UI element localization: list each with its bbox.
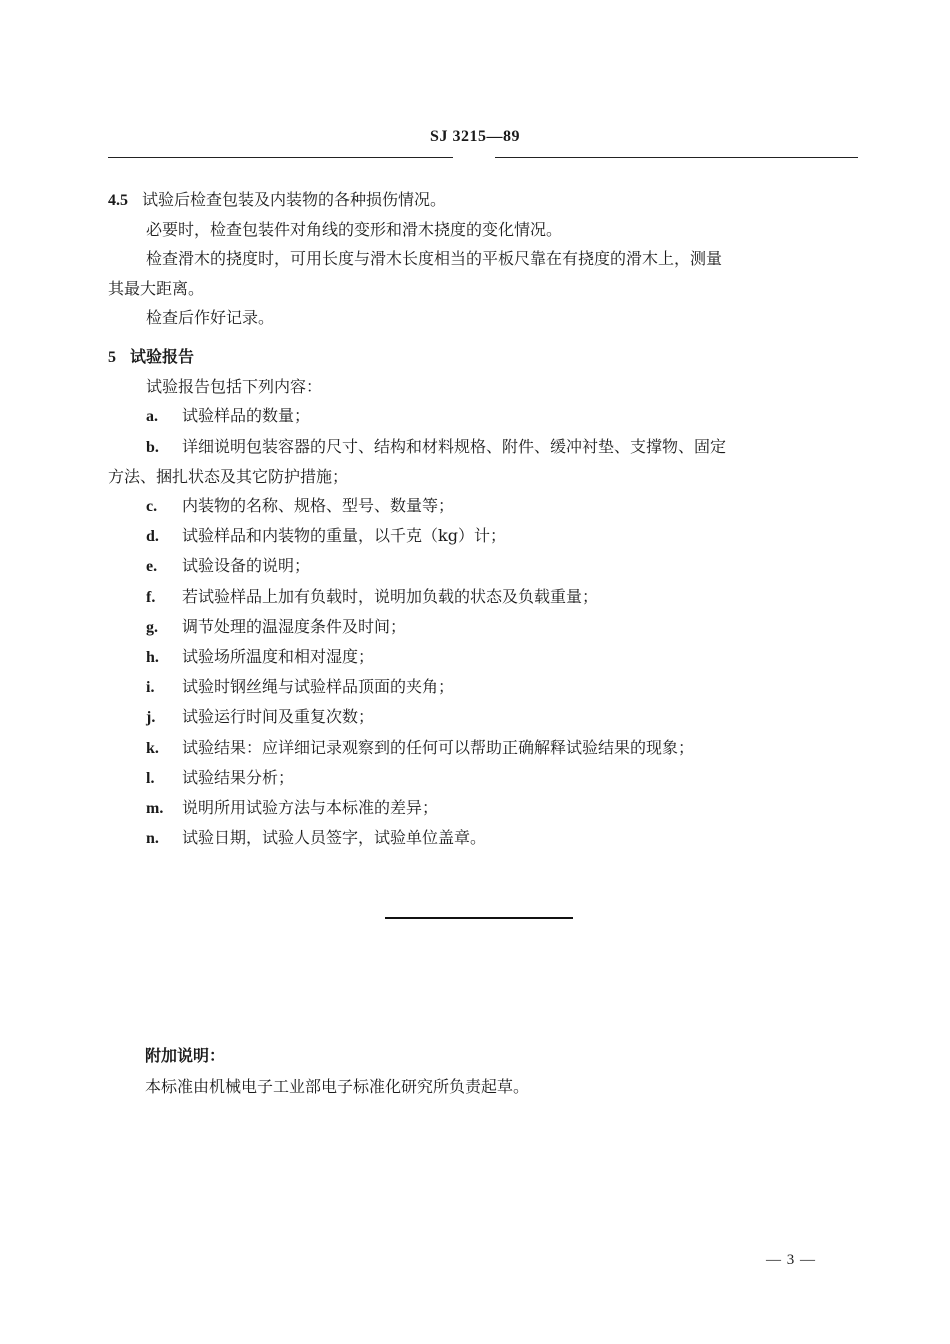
list-item-label: g. [146, 618, 158, 636]
list-item-text: 试验样品的数量； [182, 406, 311, 426]
section-5-heading [108, 342, 860, 372]
header-rule-right [495, 157, 858, 158]
list-item-label: a. [146, 408, 158, 426]
list-item-text: 试验结果分析； [182, 767, 295, 787]
list-item-text: 调节处理的温湿度条件及时间； [182, 616, 407, 636]
list-item [108, 401, 860, 431]
paragraph-text: 试验后检查包装及内装物的各种损伤情况。 [142, 190, 447, 209]
section-4-5-line-3a: 检查滑木的挠度时，可用长度与滑木长度相当的平板尺靠在有挠度的滑木上，测量 [146, 249, 723, 269]
list-item-text: 说明所用试验方法与本标准的差异； [182, 798, 439, 818]
section-4-5-line-3b: 其最大距离。 [108, 278, 205, 298]
header-rule-left [108, 157, 453, 158]
section-4-5-line-4: 检查后作好记录。 [146, 307, 275, 327]
list-item-text: 试验时钢丝绳与试验样品顶面的夹角； [182, 677, 455, 697]
list-item-label: c. [146, 498, 158, 516]
additional-note [145, 1040, 529, 1102]
report-items-list [108, 401, 860, 853]
list-item [108, 432, 860, 462]
list-item-label: i. [146, 679, 155, 697]
list-item-label: e. [146, 558, 158, 576]
standard-code-header: SJ 3215—89 [430, 128, 520, 145]
note-title: 附加说明： [145, 1046, 226, 1065]
list-item-text: 试验样品和内装物的重量，以千克（kg）计； [182, 526, 506, 546]
list-item [108, 823, 860, 853]
list-item-label: d. [146, 528, 159, 546]
list-item [108, 733, 860, 763]
page-number: — 3 — [766, 1252, 816, 1268]
list-item-label: n. [146, 830, 159, 848]
list-item [108, 491, 860, 521]
list-item-text: 详细说明包装容器的尺寸、结构和材料规格、附件、缓冲衬垫、支撑物、固定 [182, 436, 727, 456]
body-text [108, 185, 860, 853]
list-item [108, 521, 860, 551]
section-title: 试验报告 [130, 347, 195, 367]
end-of-text-rule [385, 917, 573, 919]
list-item [108, 582, 860, 612]
section-4-5-line-1 [108, 185, 860, 215]
list-item-text: 试验场所温度和相对湿度； [182, 647, 375, 667]
list-item-label: l. [146, 769, 155, 787]
section-number: 4.5 [108, 192, 128, 209]
list-item-label: f. [146, 588, 156, 606]
list-item-label: j. [146, 709, 156, 727]
section-4-5-line-2: 必要时，检查包装件对角线的变形和滑木挠度的变化情况。 [146, 220, 563, 240]
list-item-label: b. [146, 438, 159, 456]
list-item-text: 试验日期，试验人员签字，试验单位盖章。 [182, 828, 487, 848]
list-item-label: k. [146, 739, 159, 757]
list-item-text: 试验设备的说明； [182, 556, 311, 576]
list-item [108, 642, 860, 672]
list-item [108, 672, 860, 702]
section-5-intro: 试验报告包括下列内容： [146, 377, 323, 397]
list-item-text: 内装物的名称、规格、型号、数量等； [182, 496, 455, 516]
list-item [108, 551, 860, 581]
list-item [108, 793, 860, 823]
note-body: 本标准由机械电子工业部电子标准化研究所负责起草。 [145, 1077, 530, 1096]
list-item-text: 试验结果：应详细记录观察到的任何可以帮助正确解释试验结果的现象； [182, 737, 695, 757]
list-item [108, 763, 860, 793]
list-item [108, 612, 860, 642]
list-item-text: 试验运行时间及重复次数； [182, 707, 375, 727]
list-item-text: 若试验样品上加有负载时，说明加负载的状态及负载重量； [182, 586, 599, 606]
list-item-continuation: 方法、捆扎状态及其它防护措施； [108, 466, 349, 486]
list-item-label: h. [146, 649, 159, 667]
list-item-label: m. [146, 800, 164, 818]
section-number: 5 [108, 349, 116, 367]
list-item [108, 702, 860, 732]
